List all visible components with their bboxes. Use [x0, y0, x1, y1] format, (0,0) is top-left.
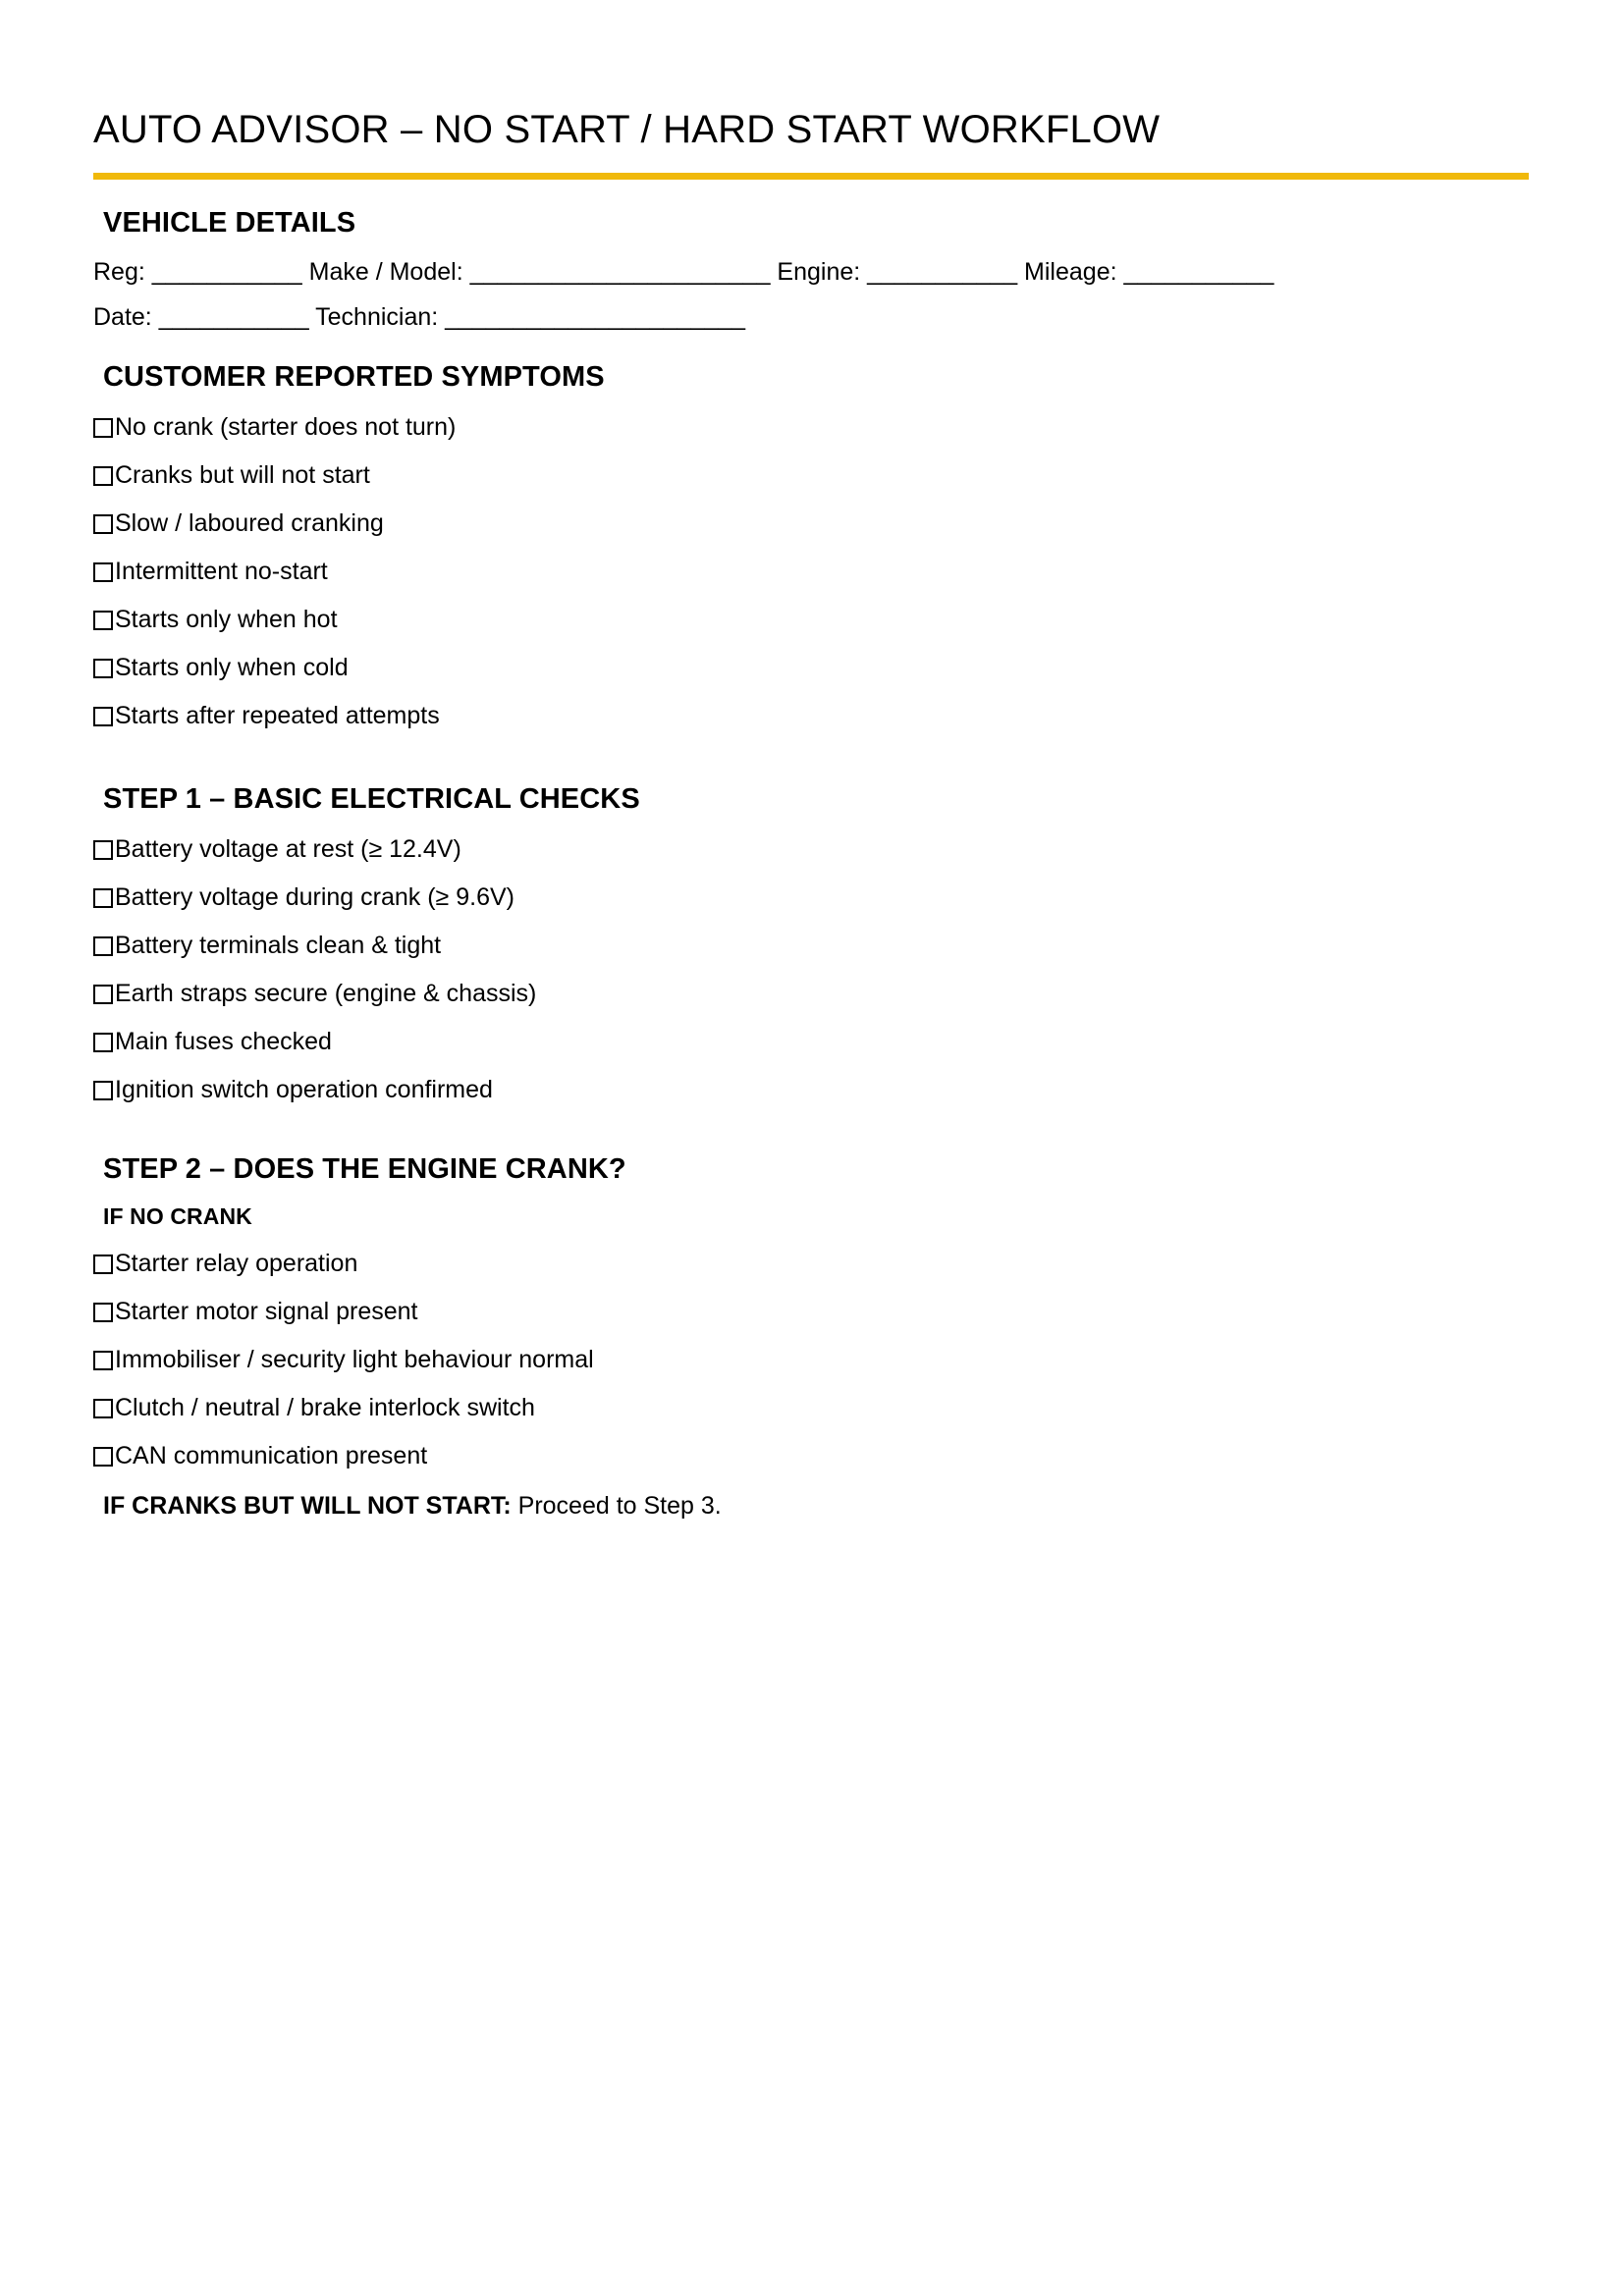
checkbox-icon[interactable]: [93, 840, 113, 860]
checklist-item-step1-4[interactable]: [93, 958, 1527, 1006]
checklist-item-symptom-6[interactable]: [93, 632, 1527, 680]
checkbox-icon[interactable]: [93, 936, 113, 956]
checklist-item-label: Battery terminals clean & tight: [115, 932, 442, 959]
section-heading-vehicle-details: VEHICLE DETAILS: [103, 207, 356, 239]
checklist-item-label: Starter relay operation: [115, 1250, 358, 1277]
checklist-item-label: Main fuses checked: [115, 1028, 332, 1055]
checklist-item-step1-5[interactable]: [93, 1006, 1527, 1054]
checklist-item-step1-2[interactable]: [93, 862, 1527, 910]
checklist-item-label: Earth straps secure (engine & chassis): [115, 980, 537, 1007]
checkbox-icon[interactable]: [93, 1033, 113, 1052]
checkbox-icon[interactable]: [93, 611, 113, 630]
checkbox-icon[interactable]: [93, 1447, 113, 1467]
checklist-item-step2-4[interactable]: [93, 1372, 1527, 1420]
checklist-item-step2-2[interactable]: [93, 1276, 1527, 1324]
checkbox-icon[interactable]: [93, 466, 113, 486]
checklist-item-label: Battery voltage at rest (≥ 12.4V): [115, 835, 461, 863]
note-text: Proceed to Step 3.: [511, 1492, 722, 1520]
checkbox-icon[interactable]: [93, 985, 113, 1004]
checkbox-icon[interactable]: [93, 888, 113, 908]
checklist-item-label: CAN communication present: [115, 1442, 428, 1469]
section-heading-customer-reported-symptoms: CUSTOMER REPORTED SYMPTOMS: [103, 361, 605, 393]
checklist-item-label: Clutch / neutral / brake interlock switch: [115, 1394, 535, 1421]
section-heading-step-2: STEP 2 – DOES THE ENGINE CRANK?: [103, 1153, 626, 1185]
vehicle-details-line-1[interactable]: Reg: ___________ Make / Model: ______________________ Engine: ___________ Mileage: ___________: [93, 258, 1274, 286]
checklist-item-symptom-3[interactable]: [93, 488, 1527, 536]
subheading-if-no-crank: IF NO CRANK: [103, 1203, 252, 1229]
checklist-item-symptom-4[interactable]: [93, 536, 1527, 584]
accent-divider: [93, 173, 1529, 180]
checklist-item-symptom-2[interactable]: [93, 440, 1527, 488]
checklist-item-label: Starts only when cold: [115, 654, 349, 681]
checkbox-icon[interactable]: [93, 418, 113, 438]
section-heading-step-1: STEP 1 – BASIC ELECTRICAL CHECKS: [103, 783, 640, 815]
checklist-item-label: No crank (starter does not turn): [115, 413, 457, 441]
checklist-item-label: Starts after repeated attempts: [115, 702, 440, 729]
checkbox-icon[interactable]: [93, 1303, 113, 1322]
checkbox-icon[interactable]: [93, 707, 113, 726]
checklist-item-step2-5[interactable]: [93, 1420, 1527, 1468]
checklist-item-step1-6[interactable]: [93, 1054, 1527, 1102]
checklist-item-label: Starts only when hot: [115, 606, 338, 633]
checklist-item-step1-1[interactable]: [93, 816, 1527, 862]
checkbox-icon[interactable]: [93, 514, 113, 534]
checkbox-icon[interactable]: [93, 562, 113, 582]
vehicle-details-line-2[interactable]: Date: ___________ Technician: ______________________: [93, 303, 746, 331]
checklist-item-label: Immobiliser / security light behaviour normal: [115, 1346, 594, 1373]
checkbox-icon[interactable]: [93, 1081, 113, 1100]
checklist-item-label: Cranks but will not start: [115, 461, 370, 489]
checkbox-icon[interactable]: [93, 659, 113, 678]
checklist-item-symptom-5[interactable]: [93, 584, 1527, 632]
checklist-item-label: Intermittent no-start: [115, 558, 328, 585]
checkbox-icon[interactable]: [93, 1399, 113, 1418]
checklist-item-step2-1[interactable]: [93, 1230, 1527, 1276]
checklist-item-symptom-1[interactable]: [93, 394, 1527, 440]
checklist-item-symptom-7[interactable]: [93, 680, 1527, 728]
note-emphasis: IF CRANKS BUT WILL NOT START:: [103, 1492, 512, 1520]
checkbox-icon[interactable]: [93, 1351, 113, 1370]
checklist-item-step2-3[interactable]: [93, 1324, 1527, 1372]
checklist-item-label: Slow / laboured cranking: [115, 509, 384, 537]
page-title: AUTO ADVISOR – NO START / HARD START WORKFLOW: [93, 108, 1161, 151]
checklist-item-step1-3[interactable]: [93, 910, 1527, 958]
checklist-item-label: Starter motor signal present: [115, 1298, 418, 1325]
checkbox-icon[interactable]: [93, 1255, 113, 1274]
checklist-item-label: Battery voltage during crank (≥ 9.6V): [115, 883, 514, 911]
step-3-referral-note: [93, 1468, 1527, 1519]
checklist-item-label: Ignition switch operation confirmed: [115, 1076, 493, 1103]
document-content: [93, 0, 1527, 1519]
